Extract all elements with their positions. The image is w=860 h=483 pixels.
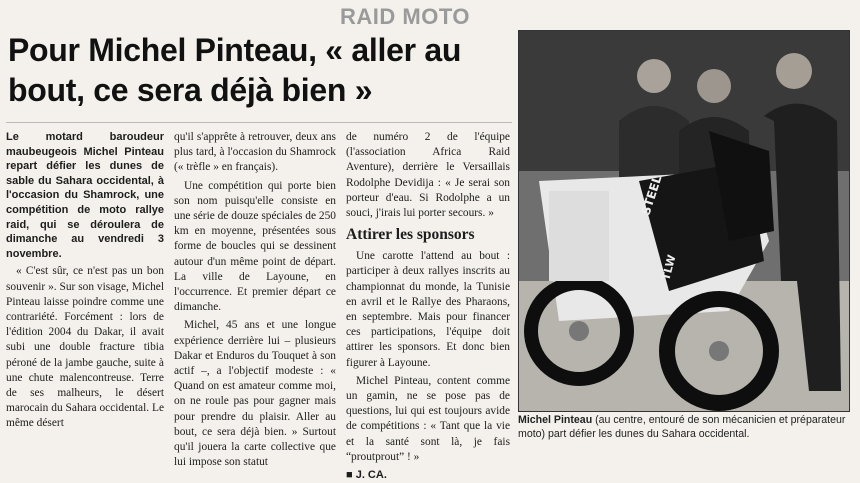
article-photo [518,30,850,412]
photo-caption [518,414,852,441]
caption-name: Michel Pinteau [518,414,593,426]
bike-sticker-tlw: TLW [659,253,679,282]
author-byline: ■ J. CA. [346,469,387,482]
body-paragraph: Michel Pinteau, content comme un gamin, ne se pose pas de questions, lui qui est toujours avide de compétitions : « Tant que la vie et la santé sont là, je fais “proutprout” ! » [346,374,510,463]
article-headline: Pour Michel Pinteau, « aller au bout, ce sera déjà bien » [8,32,462,108]
body-paragraph: Une compétition qui porte bien son nom puisqu'elle consiste en une série de douze spéciales de 250 km en moyenne, présentées sous forme de boucles qui se dessinent autour d'un même point de départ. La ville de Layoune, en l'occurrence. Et premier départ ce dimanche. [174,179,336,314]
lede-paragraph: Le motard baroudeur maubeugeois Michel Pinteau repart défier les dunes de sable du Sahara occidental, à l'occasion du Shamrock, une compétition de moto rallye raid, qui se déroulera de dimanche au vendredi 3 novembre. [6,131,164,260]
body-paragraph: « C'est sûr, ce n'est pas un bon souvenir ». Sur son visage, Michel Pinteau laisse poindre comme une contrariété. Forcément : lors de l'édition 2004 du Dakar, il avait subi une double fracture tibia péroné de la jambe gauche, suite à une chute malencontreuse. Terre de ses malheurs, le désert marocain du Sahara occidental. Le même désert [6,265,164,430]
body-paragraph: de numéro 2 de l'équipe (l'association Africa Raid Aventure), derrière le Versaillais Rodolphe Devidija : « Je serai son porteur d'eau. Si Rodolphe a un souci, j'irais lui porter secours. » [346,131,510,220]
section-kicker: RAID MOTO [340,4,470,29]
body-paragraph: Michel, 45 ans et une longue expérience derrière lui – plusieurs Dakar et Enduros du Touquet à son actif –, a l'objectif modeste : « Quand on est amateur comme moi, on ne roule pas pour gagner mais pour prendre du plaisir. Aller au bout, ce sera déjà bien. » Surtout qu'il jouera la carte collective que lui impose son statut [174,319,336,469]
body-paragraph: Une carotte l'attend au bout : participer à deux rallyes inscrits au championnat du monde, la Tunisie en avril et le Rallye des Pharaons, en septembre. Mais pour financer ces participations, l'équipe doit attirer les sponsors. Et donc bien figurer à Layoune. [346,250,510,369]
column-2 [174,130,336,473]
column-1 [6,130,164,435]
bike-sticker-steel: STEEL [638,173,665,217]
column-3 [346,130,510,483]
photo-illustration [519,31,849,411]
caption-text: (au centre, entouré de son mécanicien et préparateur moto) part défier les dunes du Sahara occidental. [518,414,846,440]
body-paragraph: qu'il s'apprête à retrouver, deux ans plus tard, à l'occasion du Shamrock (« trèfle » en français). [174,131,336,174]
subheading: Attirer les sponsors [346,226,475,244]
headline-divider [6,122,512,123]
